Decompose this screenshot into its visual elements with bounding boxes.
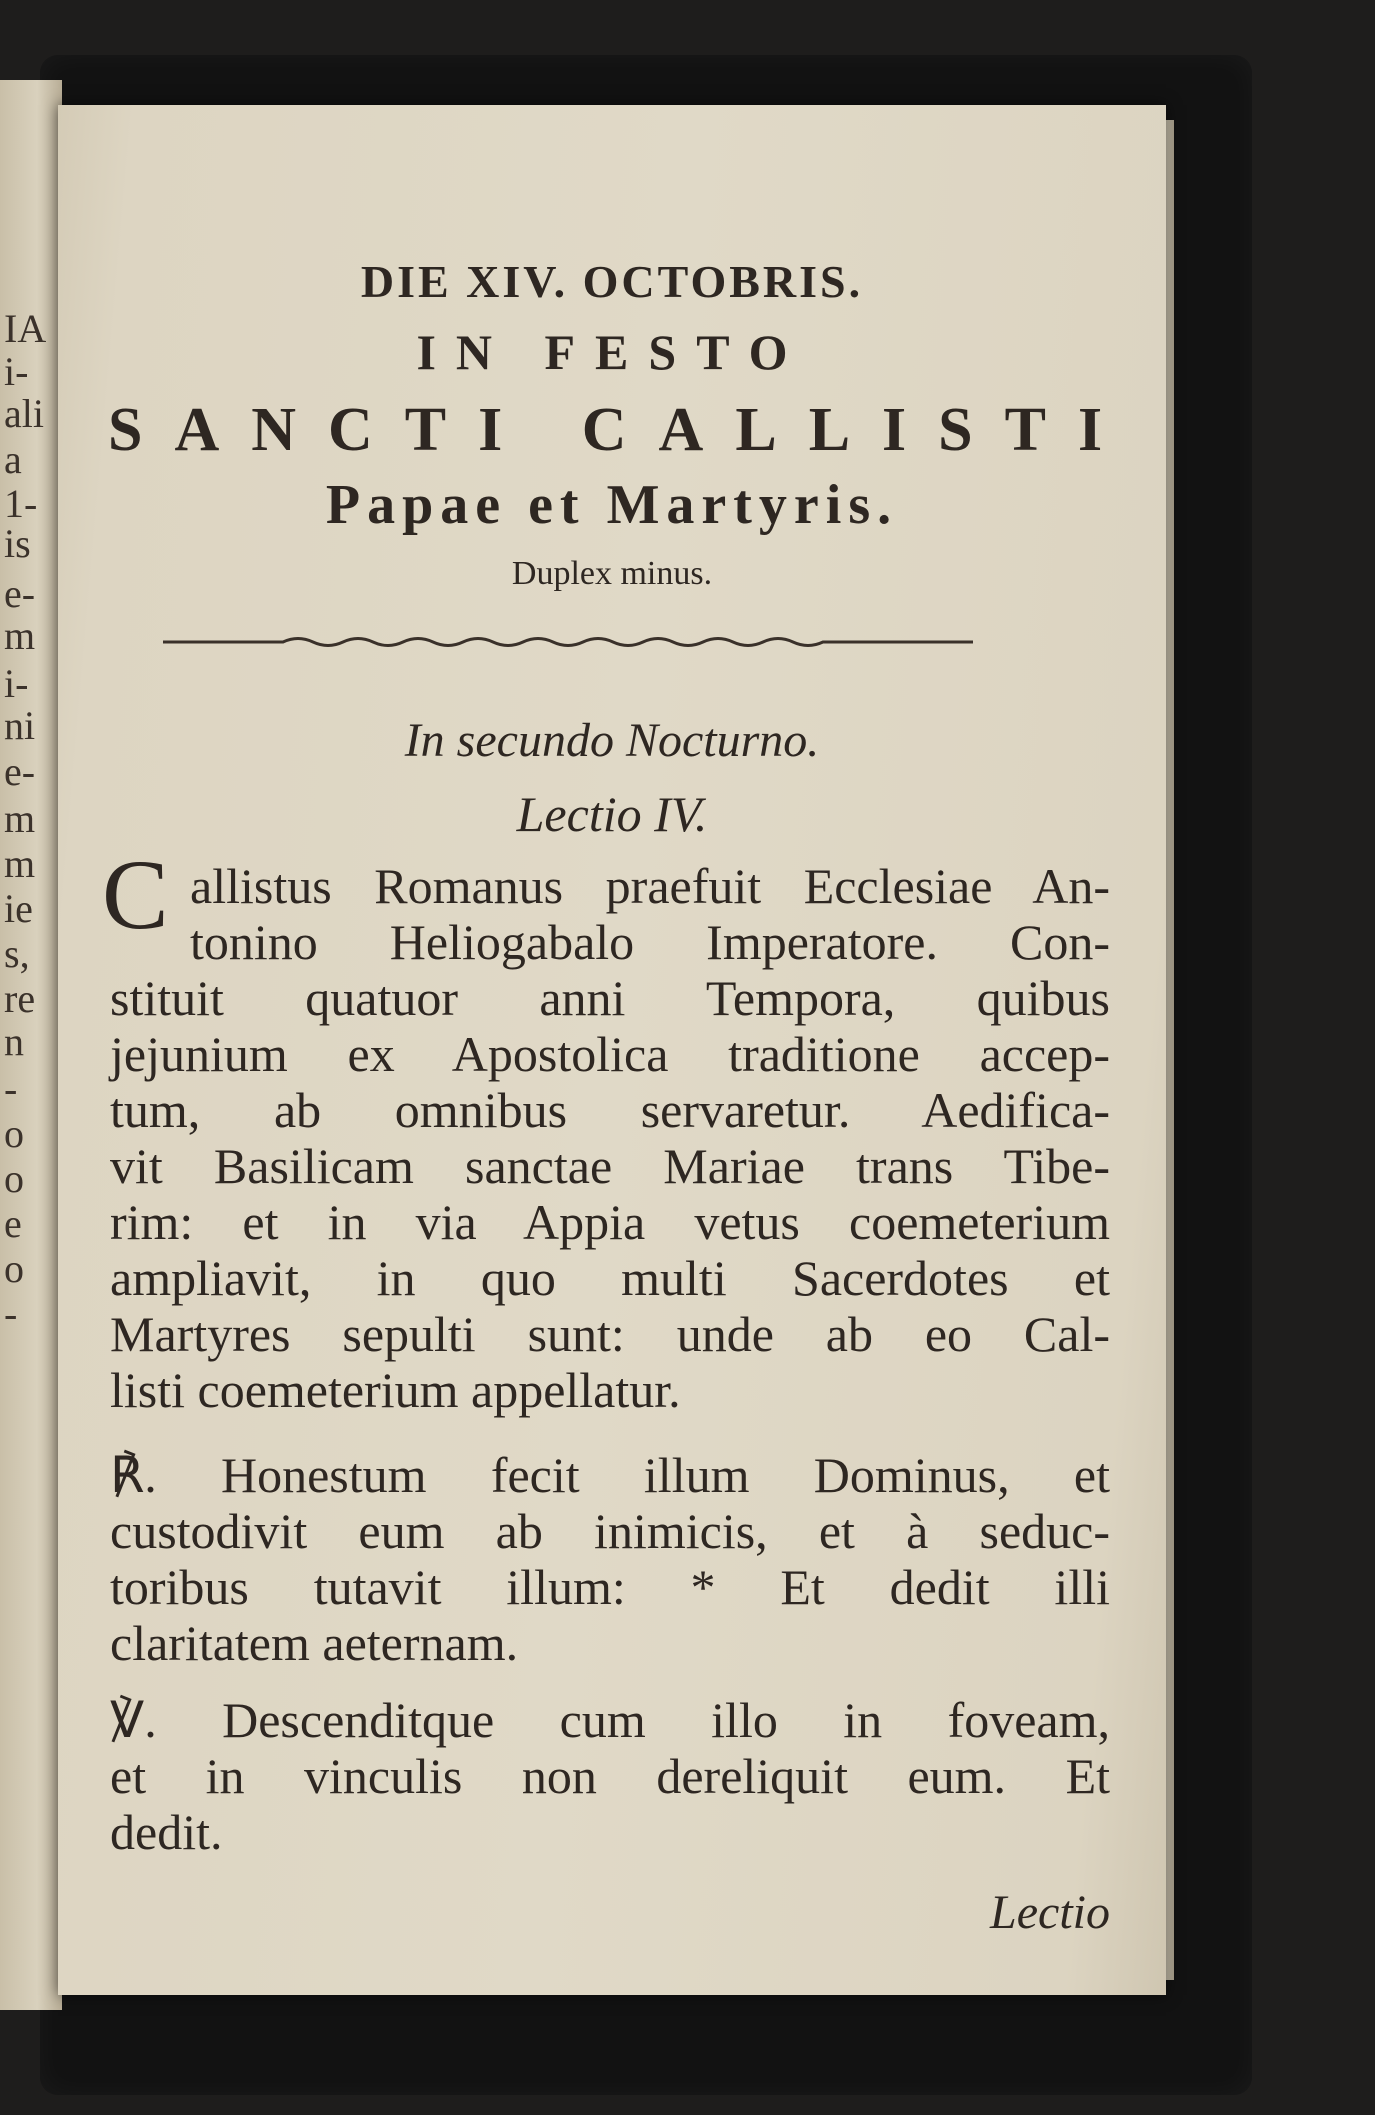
prev-fragment: IA [4, 306, 47, 351]
ornamental-divider [163, 633, 973, 651]
prev-fragment: ni [4, 703, 36, 748]
responsory-line: claritatem aeternam. [110, 1615, 519, 1671]
prev-fragment: i- [4, 349, 29, 394]
previous-page-edge [0, 80, 62, 2010]
lectio-line: allistus Romanus praefuit Ecclesiae An- [190, 858, 1110, 914]
saint-title: Papae et Martyris. [325, 474, 899, 536]
lectio-line: tum, ab omnibus servaretur. Aedifica- [110, 1082, 1110, 1138]
lectio-line: tonino Heliogabalo Imperatore. Con- [190, 914, 1110, 970]
nocturn-heading: In secundo Nocturno. [404, 714, 820, 767]
lectio-heading: Lectio IV. [516, 786, 708, 842]
prev-fragment: - [4, 1066, 18, 1111]
prev-fragment: is [4, 521, 31, 566]
prev-fragment: e- [4, 749, 36, 794]
versicle-line: et in vinculis non dereliquit eum. Et [110, 1748, 1110, 1804]
feast-date: DIE XIV. OCTOBRIS. [360, 256, 864, 307]
feast-label: IN FESTO [416, 324, 808, 380]
prev-fragment: ali [4, 391, 44, 436]
prev-fragment: m [4, 796, 36, 841]
prev-fragment: m [4, 613, 36, 658]
lectio-line: stituit quatuor anni Tempora, quibus [110, 970, 1110, 1026]
prev-fragment: o [4, 1246, 24, 1291]
prev-fragment: 1- [4, 481, 38, 526]
saint-name: SANCTI CALLISTI [108, 396, 1135, 464]
prev-fragment: o [4, 1156, 24, 1201]
prev-fragment: ie [4, 886, 33, 931]
prev-fragment: - [4, 1291, 18, 1336]
prev-fragment: i- [4, 661, 29, 706]
catchword: Lectio [990, 1886, 1110, 1939]
lectio-line: jejunium ex Apostolica traditione accep- [110, 1026, 1110, 1082]
prev-fragment: s, [4, 931, 30, 976]
lectio-line: rim: et in via Appia vetus coemeterium [110, 1194, 1110, 1250]
lectio-line: Martyres sepulti sunt: unde ab eo Cal- [110, 1306, 1110, 1362]
responsory-line: ℟. Honestum fecit illum Dominus, et [110, 1447, 1110, 1503]
prev-fragment: re [4, 976, 36, 1021]
drop-initial: C [102, 839, 169, 950]
lectio-line: ampliavit, in quo multi Sacerdotes et [110, 1250, 1110, 1306]
book-page [58, 105, 1166, 1995]
prev-fragment: e- [4, 571, 36, 616]
lectio-line: listi coemeterium appellatur. [110, 1362, 681, 1418]
prev-fragment: e [4, 1201, 22, 1246]
prev-fragment: o [4, 1111, 24, 1156]
versicle-line: ℣. Descenditque cum illo in foveam, [110, 1692, 1110, 1748]
responsory-line: toribus tutavit illum: * Et dedit illi [110, 1559, 1110, 1615]
prev-fragment: m [4, 841, 36, 886]
versicle-line: dedit. [110, 1804, 223, 1860]
responsory-line: custodivit eum ab inimicis, et à seduc- [110, 1503, 1110, 1559]
prev-fragment: a [4, 437, 22, 482]
prev-fragment: n [4, 1019, 24, 1064]
feast-rank: Duplex minus. [511, 555, 713, 592]
lectio-line: vit Basilicam sanctae Mariae trans Tibe- [110, 1138, 1110, 1194]
